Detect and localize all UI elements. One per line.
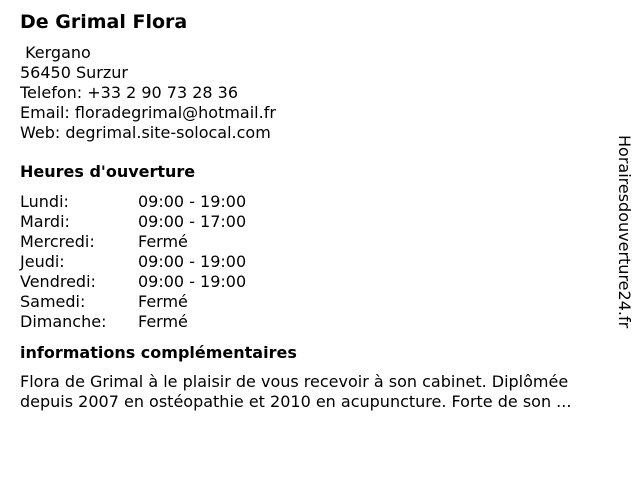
hours-row-saturday [20,292,620,312]
day-label: Vendredi: [20,272,96,291]
day-label: Mardi: [20,212,70,231]
hours-row-sunday [20,312,620,332]
day-label: Mercredi: [20,232,95,251]
email-address[interactable]: Email: floradegrimal@hotmail.fr [20,103,276,122]
hours-value: Fermé [138,232,188,251]
phone-number[interactable]: Telefon: +33 2 90 73 28 36 [20,83,239,102]
hours-row-tuesday [20,212,620,232]
business-name: De Grimal Flora [20,11,188,33]
hours-row-monday [20,192,620,212]
hours-value: Fermé [138,292,188,311]
hours-row-thursday [20,252,620,272]
additional-info-text: Flora de Grimal à le plaisir de vous recevoir à son cabinet. Diplômée depuis 2007 en ostéopathie et 2010 en acupuncture. Forte de son ... [20,372,572,411]
address-city: 56450 Surzur [20,63,128,82]
hours-value: Fermé [138,312,188,331]
hours-row-wednesday [20,232,620,252]
hours-value: 09:00 - 17:00 [138,212,247,231]
hours-value: 09:00 - 19:00 [138,272,247,291]
day-label: Dimanche: [20,312,107,331]
opening-hours-title: Heures d'ouverture [20,162,196,181]
business-card [20,9,620,412]
address-street: Kergano [20,43,91,62]
hours-row-friday [20,272,620,292]
contact-block [20,43,620,143]
day-label: Lundi: [20,192,69,211]
additional-info-title: informations complémentaires [20,343,297,362]
opening-hours-table [20,192,620,332]
hours-value: 09:00 - 19:00 [138,252,247,271]
day-label: Jeudi: [20,252,65,271]
day-label: Samedi: [20,292,86,311]
site-watermark: Horairesdouverture24.fr [615,135,634,329]
website-link[interactable]: Web: degrimal.site-solocal.com [20,123,271,142]
hours-value: 09:00 - 19:00 [138,192,247,211]
